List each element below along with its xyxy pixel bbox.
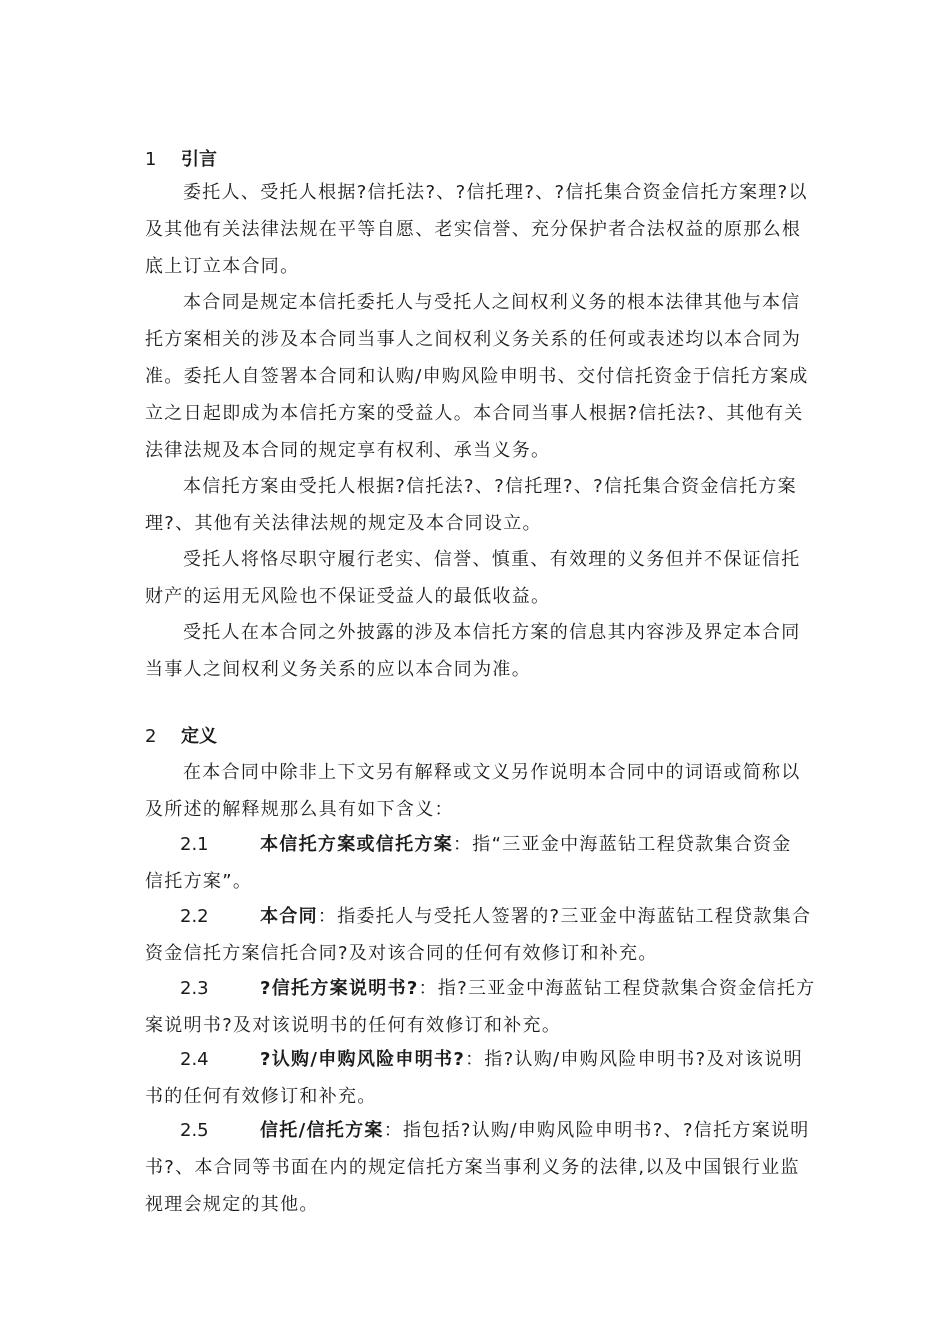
definition-item — [145, 1041, 805, 1115]
definition-term: ?认购/申购风险申明书? — [260, 1049, 466, 1070]
text-line: 财产的运用无风险也不保证受益人的最低收益。 — [145, 586, 551, 607]
definition-item — [145, 1112, 810, 1223]
text-line: 本信托方案由受托人根据?信托法?、?信托理?、?信托集合资金信托方案 — [183, 476, 797, 497]
definition-term: 信托/信托方案 — [260, 1120, 384, 1141]
definition-number: 2.4 — [180, 1049, 209, 1070]
text-line: 在本合同中除非上下文另有解释或文义另作说明本合同中的词语或简称以 — [183, 762, 801, 783]
definition-text: ：指委托人与受托人签署的?三亚金中海蓝钻工程贷款集合 — [317, 906, 812, 927]
definition-item — [145, 898, 812, 972]
text-line: 案说明书?及对该说明书的任何有效修订和补充。 — [145, 1015, 562, 1036]
text-line: 委托人、受托人根据?信托法?、?信托理?、?信托集合资金信托方案理?以 — [183, 182, 808, 203]
text-line: 理?、其他有关法律法规的规定及本合同设立。 — [145, 513, 542, 534]
text-line: 书?、本合同等书面在内的规定信托方案当事利义务的法律,以及中国银行业监 — [145, 1157, 800, 1178]
definition-text: ：指?三亚金中海蓝钻工程贷款集合资金信托方 — [418, 978, 816, 999]
text-line: 信托方案”。 — [145, 871, 253, 892]
paragraph — [145, 468, 805, 542]
text-line: 准。委托人自签署本合同和认购/申购风险申明书、交付信托资金于信托方案成 — [145, 366, 809, 387]
text-line: 当事人之间权利义务关系的应以本合同为准。 — [145, 659, 531, 680]
definition-item — [145, 970, 816, 1044]
paragraph — [145, 174, 808, 285]
text-line: 视理会规定的其他。 — [145, 1194, 319, 1215]
definition-number: 2.5 — [180, 1120, 209, 1141]
section-1-heading — [145, 147, 217, 173]
text-line: 托方案相关的涉及本合同当事人之间权利义务关系的任何或表述均以本合同为 — [145, 329, 802, 350]
definition-text: ：指包括?认购/申购风险申明书?、?信托方案说明 — [383, 1120, 810, 1141]
text-line: 书的任何有效修订和补充。 — [145, 1086, 377, 1107]
definition-term: ?信托方案说明书? — [260, 978, 419, 999]
text-line: 资金信托方案信托合同?及对该合同的任何有效修订和补充。 — [145, 943, 658, 964]
text-line: 受托人在本合同之外披露的涉及本信托方案的信息其内容涉及界定本合同 — [183, 622, 801, 643]
definition-number: 2.1 — [180, 834, 209, 855]
definition-text: ：指“三亚金中海蓝钻工程贷款集合资金 — [453, 834, 792, 855]
text-line: 底上订立本合同。 — [145, 256, 300, 277]
text-line: 及其他有关法律法规在平等自愿、老实信誉、充分保护者合法权益的原那么根 — [145, 219, 802, 240]
definition-term: 本合同 — [260, 906, 318, 927]
section-title: 定义 — [181, 726, 217, 747]
definition-item — [145, 826, 805, 900]
text-line: 法律法规及本合同的规定享有权利、承当义务。 — [145, 440, 551, 461]
section-title: 引言 — [181, 149, 217, 170]
paragraph — [145, 541, 805, 615]
paragraph — [145, 614, 805, 688]
text-line: 及所述的解释规那么具有如下含义： — [145, 799, 454, 820]
section-number: 2 — [145, 726, 157, 747]
paragraph — [145, 284, 809, 469]
text-line: 本合同是规定本信托委托人与受托人之间权利义务的根本法律其他与本信 — [183, 292, 801, 313]
definition-number: 2.3 — [180, 978, 209, 999]
definition-term: 本信托方案或信托方案 — [260, 834, 453, 855]
section-2-heading — [145, 724, 217, 750]
section-number: 1 — [145, 149, 157, 170]
definition-number: 2.2 — [180, 906, 209, 927]
definition-text: ：指?认购/申购风险申明书?及对该说明 — [465, 1049, 803, 1070]
text-line: 受托人将恪尽职守履行老实、信誉、慎重、有效理的义务但并不保证信托 — [183, 549, 801, 570]
paragraph — [145, 754, 805, 828]
text-line: 立之日起即成为本信托方案的受益人。本合同当事人根据?信托法?、其他有关 — [145, 403, 804, 424]
